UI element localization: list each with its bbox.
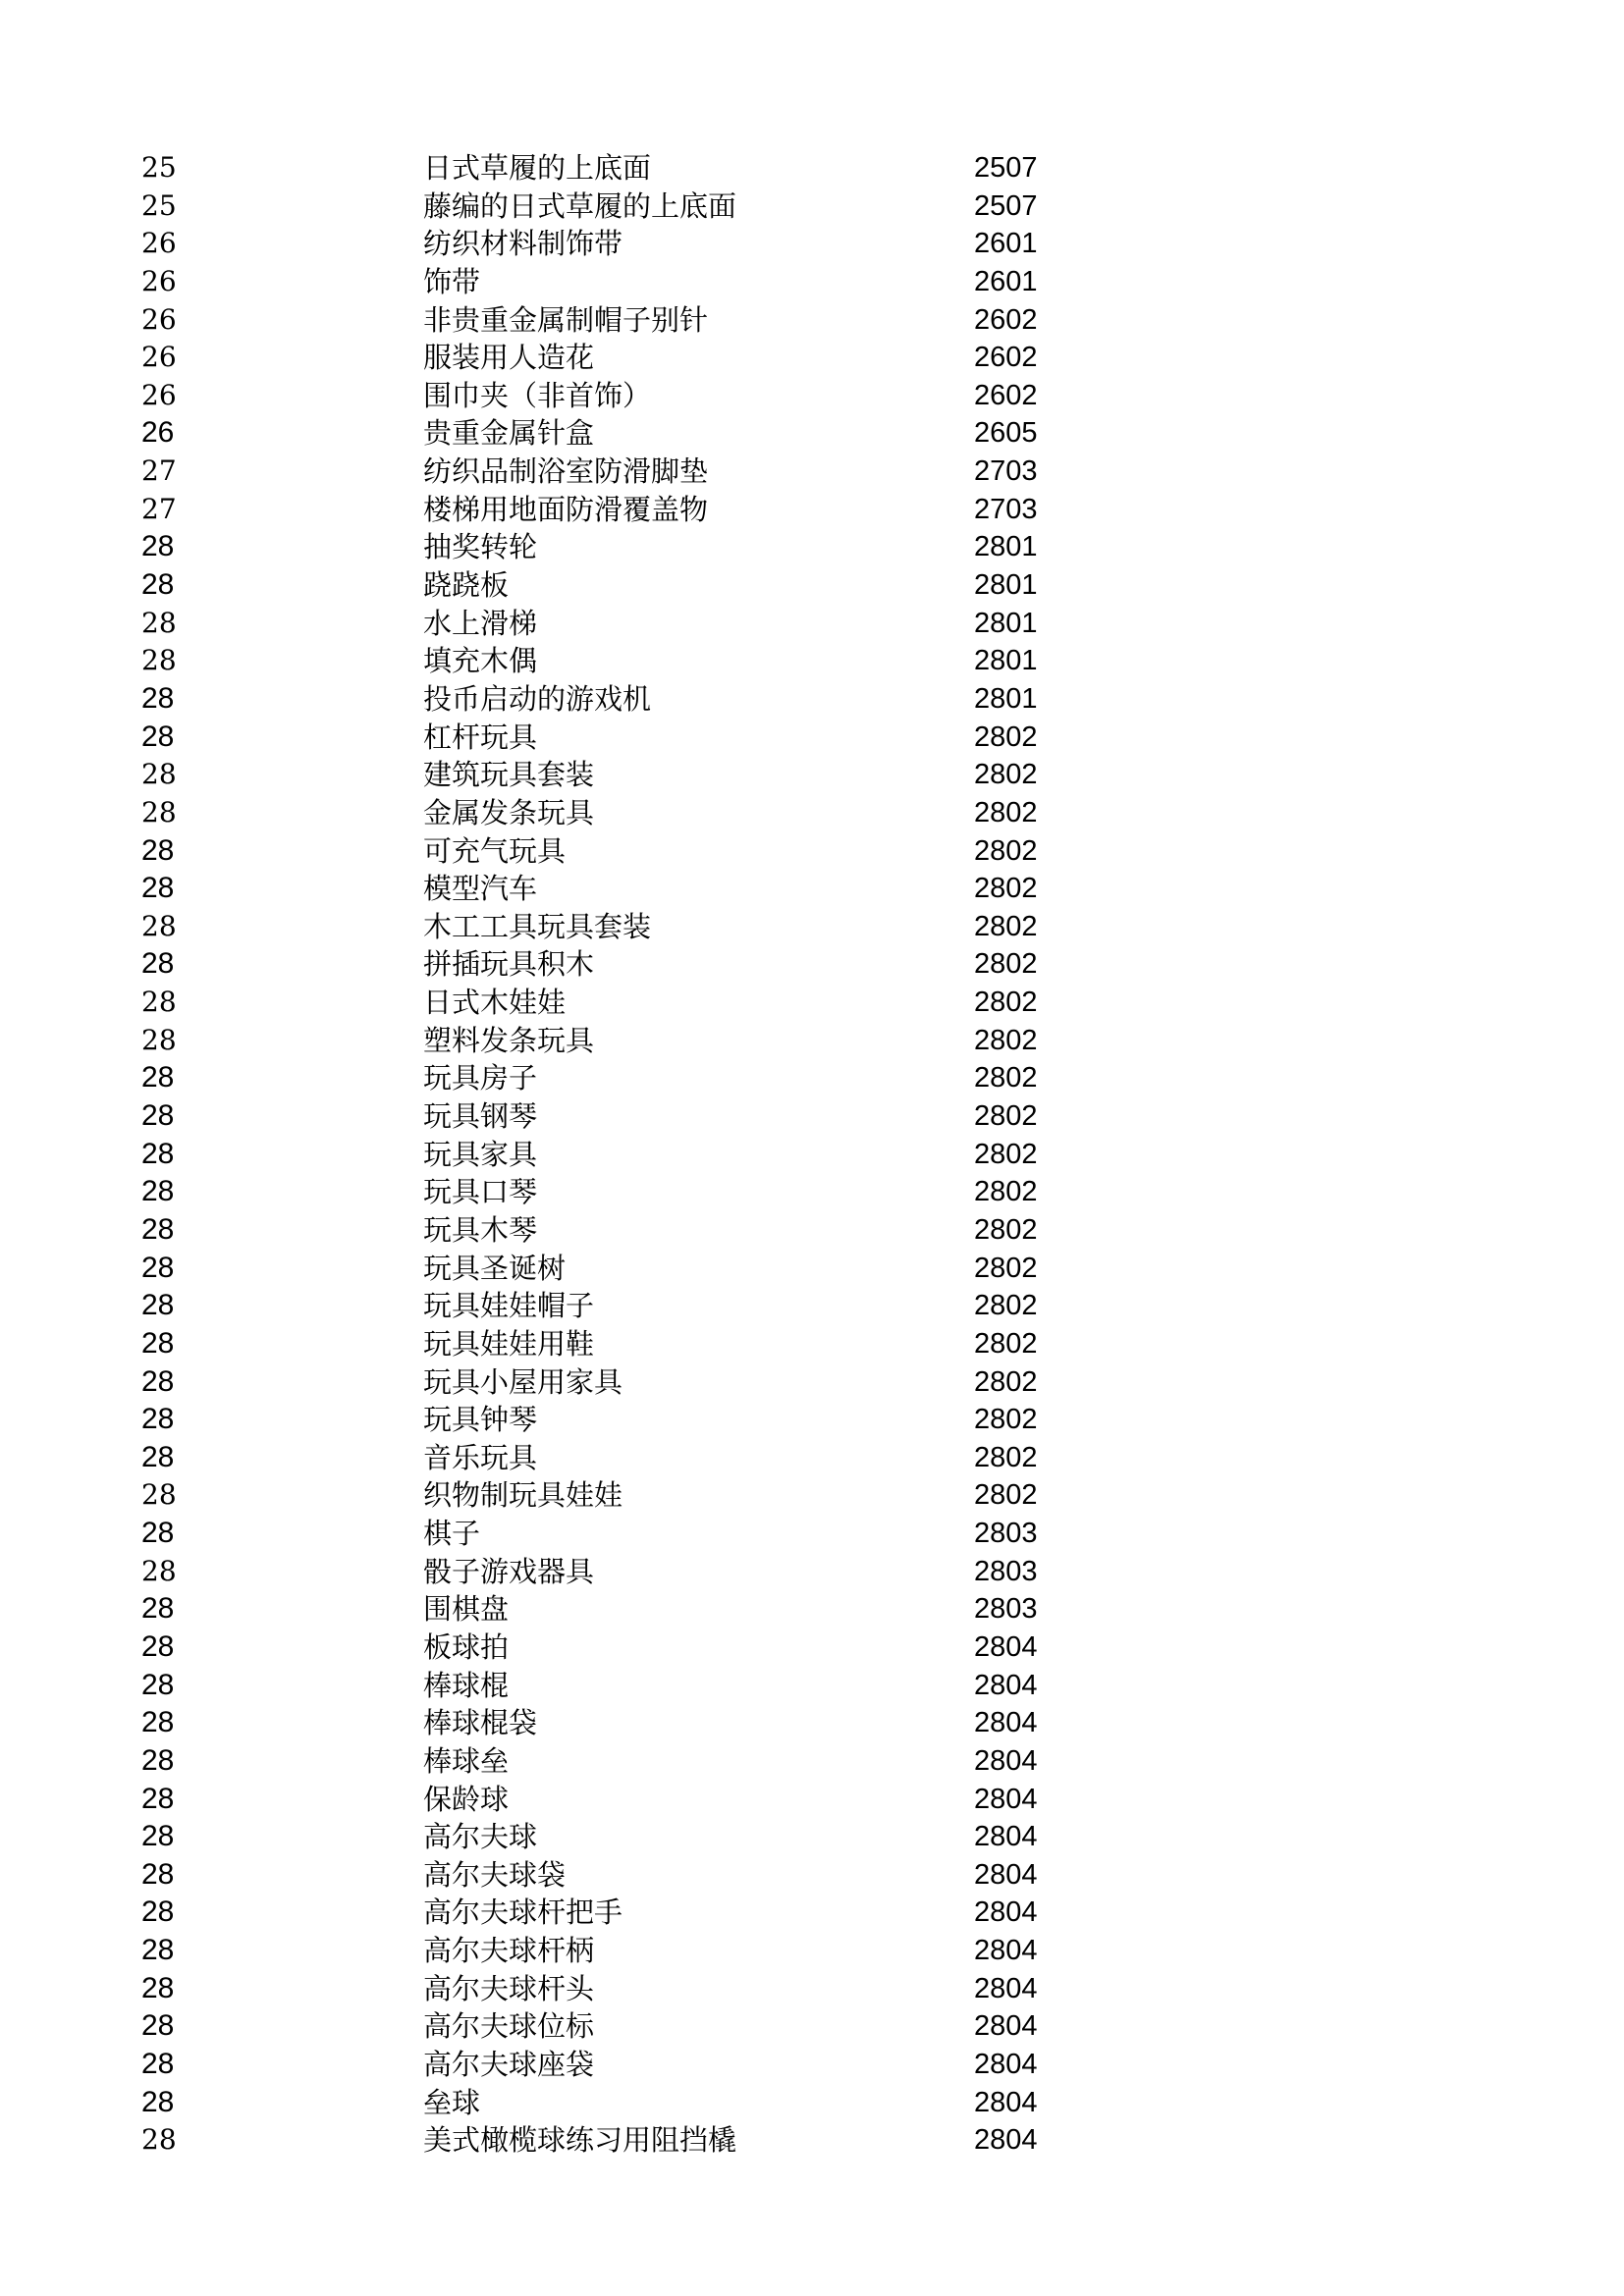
group-code: 2802 [974, 834, 1038, 867]
group-code: 2804 [974, 1669, 1038, 1701]
goods-name: 楼梯用地面防滑覆盖物 [423, 492, 709, 526]
table-row [0, 1401, 1624, 1439]
table-row [0, 1059, 1624, 1097]
goods-name: 板球拍 [423, 1629, 510, 1664]
class-number: 28 [141, 1326, 175, 1360]
table-row [0, 1287, 1624, 1325]
table-row [0, 1476, 1624, 1515]
goods-name: 围棋盘 [423, 1592, 510, 1627]
table-row [0, 2084, 1624, 2122]
group-code: 2802 [974, 1138, 1038, 1170]
table-row [0, 794, 1624, 832]
class-number: 26 [141, 302, 177, 336]
goods-name: 纺织品制浴室防滑脚垫 [423, 454, 709, 489]
class-number: 28 [141, 947, 175, 981]
class-number: 28 [141, 1478, 177, 1512]
goods-name: 玩具家具 [423, 1137, 538, 1171]
goods-name: 投币启动的游戏机 [423, 681, 652, 716]
table-row [0, 528, 1624, 566]
group-code: 2802 [974, 1441, 1038, 1473]
class-number: 28 [141, 1061, 175, 1095]
table-row [0, 1211, 1624, 1250]
group-code: 2802 [974, 1365, 1038, 1398]
goods-name: 玩具小屋用家具 [423, 1364, 623, 1399]
table-row [0, 1136, 1624, 1174]
goods-name: 玩具娃娃帽子 [423, 1289, 595, 1323]
group-code: 2802 [974, 1176, 1038, 1208]
class-number: 28 [141, 681, 175, 715]
group-code: 2804 [974, 1896, 1038, 1929]
table-row [0, 1894, 1624, 1932]
goods-name: 高尔夫球杆把手 [423, 1896, 623, 1930]
goods-name: 玩具钟琴 [423, 1403, 538, 1437]
group-code: 2804 [974, 1744, 1038, 1777]
group-code: 2802 [974, 1290, 1038, 1322]
table-row [0, 1439, 1624, 1477]
class-number: 27 [141, 492, 177, 525]
goods-name: 高尔夫球杆柄 [423, 1934, 595, 1968]
table-row [0, 908, 1624, 946]
class-number: 26 [141, 227, 177, 260]
class-number: 28 [141, 1137, 175, 1170]
class-number: 28 [141, 1668, 175, 1701]
class-number: 28 [141, 1440, 175, 1473]
class-number: 28 [141, 909, 177, 942]
goods-name: 美式橄榄球练习用阻挡橇 [423, 2123, 737, 2158]
goods-name: 金属发条玩具 [423, 795, 595, 829]
class-number: 28 [141, 986, 177, 1019]
group-code: 2803 [974, 1555, 1038, 1587]
class-number: 28 [141, 795, 177, 828]
group-code: 2804 [974, 1707, 1038, 1739]
group-code: 2804 [974, 2124, 1038, 2157]
class-number: 26 [141, 264, 177, 297]
group-code: 2804 [974, 1858, 1038, 1891]
class-number: 28 [141, 1364, 175, 1398]
table-row [0, 491, 1624, 529]
table-row [0, 1097, 1624, 1136]
group-code: 2602 [974, 379, 1038, 411]
goods-name: 贵重金属针盒 [423, 416, 595, 451]
class-number: 26 [141, 341, 177, 374]
group-code: 2803 [974, 1593, 1038, 1626]
group-code: 2703 [974, 493, 1038, 525]
table-row [0, 1932, 1624, 1970]
goods-name: 骰子游戏器具 [423, 1554, 595, 1588]
goods-name: 服装用人造花 [423, 341, 595, 375]
goods-name: 保龄球 [423, 1782, 510, 1816]
class-number: 28 [141, 2123, 177, 2157]
group-code: 2601 [974, 228, 1038, 260]
class-number: 28 [141, 872, 175, 905]
group-code: 2804 [974, 2086, 1038, 2118]
class-number: 28 [141, 758, 177, 791]
table-row [0, 2121, 1624, 2160]
table-row [0, 605, 1624, 643]
table-row [0, 301, 1624, 340]
goods-name: 玩具娃娃用鞋 [423, 1326, 595, 1361]
table-row [0, 1363, 1624, 1402]
group-code: 2801 [974, 645, 1038, 677]
table-row [0, 453, 1624, 491]
goods-name: 高尔夫球 [423, 1820, 538, 1854]
table-row [0, 1515, 1624, 1553]
group-code: 2602 [974, 303, 1038, 336]
table-row [0, 945, 1624, 984]
class-number: 28 [141, 1251, 175, 1284]
table-row [0, 1590, 1624, 1629]
class-number: 28 [141, 644, 177, 677]
table-row [0, 1629, 1624, 1667]
goods-name: 棒球棍 [423, 1668, 510, 1702]
goods-name: 杠杆玩具 [423, 720, 538, 754]
class-number: 28 [141, 606, 177, 639]
class-number: 25 [141, 151, 177, 184]
group-code: 2802 [974, 1213, 1038, 1246]
table-row [0, 2046, 1624, 2084]
table-row [0, 2007, 1624, 2046]
class-number: 28 [141, 1212, 175, 1246]
group-code: 2804 [974, 1630, 1038, 1663]
table-row [0, 339, 1624, 377]
class-number: 28 [141, 1971, 175, 2004]
group-code: 2804 [974, 1972, 1038, 2004]
group-code: 2802 [974, 796, 1038, 828]
class-number: 28 [141, 530, 175, 563]
goods-name: 非贵重金属制帽子别针 [423, 302, 709, 337]
class-number: 28 [141, 1743, 175, 1777]
group-code: 2802 [974, 1479, 1038, 1512]
goods-name: 玩具房子 [423, 1061, 538, 1095]
goods-name: 填充木偶 [423, 644, 538, 678]
table-row [0, 1173, 1624, 1211]
goods-name: 日式木娃娃 [423, 986, 567, 1020]
group-code: 2802 [974, 759, 1038, 791]
table-row [0, 1250, 1624, 1288]
table-row [0, 377, 1624, 415]
group-code: 2802 [974, 1404, 1038, 1436]
class-number: 28 [141, 1629, 175, 1663]
goods-name: 垒球 [423, 2085, 481, 2119]
class-number: 28 [141, 1820, 175, 1853]
table-row [0, 187, 1624, 226]
group-code: 2804 [974, 1783, 1038, 1815]
goods-name: 高尔夫球位标 [423, 2009, 595, 2044]
goods-name: 拼插玩具积木 [423, 947, 595, 982]
class-number: 28 [141, 1289, 175, 1322]
table-row [0, 1553, 1624, 1591]
table-row [0, 1781, 1624, 1819]
group-code: 2703 [974, 455, 1038, 488]
group-code: 2802 [974, 1252, 1038, 1284]
class-number: 26 [141, 416, 175, 450]
group-code: 2802 [974, 1024, 1038, 1056]
goods-name: 水上滑梯 [423, 606, 538, 640]
goods-name: 木工工具玩具套装 [423, 909, 652, 943]
goods-name: 跷跷板 [423, 568, 510, 603]
goods-name: 高尔夫球袋 [423, 1857, 567, 1892]
table-row [0, 225, 1624, 263]
table-row [0, 680, 1624, 719]
group-code: 2601 [974, 265, 1038, 297]
goods-name: 高尔夫球座袋 [423, 2048, 595, 2082]
table-row [0, 263, 1624, 301]
goods-name: 玩具口琴 [423, 1175, 538, 1209]
goods-name: 抽奖转轮 [423, 530, 538, 564]
table-row [0, 1818, 1624, 1856]
table-row [0, 1742, 1624, 1781]
group-code: 2804 [974, 1821, 1038, 1853]
group-code: 2802 [974, 1062, 1038, 1095]
group-code: 2801 [974, 569, 1038, 602]
class-number: 28 [141, 1023, 177, 1056]
goods-table [0, 149, 1624, 2160]
class-number: 27 [141, 454, 177, 488]
table-row [0, 832, 1624, 871]
class-number: 28 [141, 568, 175, 602]
class-number: 28 [141, 1517, 175, 1550]
table-row [0, 1856, 1624, 1895]
goods-name: 饰带 [423, 264, 481, 298]
class-number: 28 [141, 1934, 175, 1967]
class-number: 28 [141, 1554, 177, 1587]
table-row [0, 1325, 1624, 1363]
group-code: 2802 [974, 873, 1038, 905]
table-row [0, 414, 1624, 453]
goods-name: 玩具木琴 [423, 1212, 538, 1247]
group-code: 2507 [974, 152, 1038, 184]
goods-name: 模型汽车 [423, 872, 538, 906]
class-number: 28 [141, 1857, 175, 1891]
goods-name: 音乐玩具 [423, 1440, 538, 1474]
group-code: 2802 [974, 910, 1038, 942]
group-code: 2602 [974, 342, 1038, 374]
group-code: 2801 [974, 607, 1038, 639]
table-row [0, 870, 1624, 908]
class-number: 28 [141, 2048, 175, 2081]
goods-name: 玩具圣诞树 [423, 1251, 567, 1285]
group-code: 2802 [974, 948, 1038, 981]
group-code: 2802 [974, 721, 1038, 753]
goods-name: 日式草履的上底面 [423, 151, 652, 185]
goods-name: 建筑玩具套装 [423, 758, 595, 792]
class-number: 26 [141, 378, 177, 411]
table-row [0, 719, 1624, 757]
group-code: 2804 [974, 2049, 1038, 2081]
goods-name: 棒球垒 [423, 1743, 510, 1778]
goods-name: 高尔夫球杆头 [423, 1971, 595, 2005]
table-row [0, 1970, 1624, 2008]
goods-name: 棒球棍袋 [423, 1706, 538, 1740]
group-code: 2801 [974, 682, 1038, 715]
table-row [0, 1667, 1624, 1705]
goods-name: 藤编的日式草履的上底面 [423, 188, 737, 223]
group-code: 2801 [974, 531, 1038, 563]
group-code: 2802 [974, 1327, 1038, 1360]
table-row [0, 984, 1624, 1022]
group-code: 2605 [974, 417, 1038, 450]
goods-name: 围巾夹（非首饰） [423, 378, 652, 412]
class-number: 28 [141, 1782, 175, 1815]
class-number: 28 [141, 1175, 175, 1208]
group-code: 2803 [974, 1518, 1038, 1550]
class-number: 25 [141, 188, 177, 222]
goods-name: 纺织材料制饰带 [423, 227, 623, 261]
goods-name: 塑料发条玩具 [423, 1023, 595, 1057]
group-code: 2802 [974, 1100, 1038, 1133]
group-code: 2802 [974, 987, 1038, 1019]
goods-name: 织物制玩具娃娃 [423, 1478, 623, 1513]
class-number: 28 [141, 2009, 175, 2043]
class-number: 28 [141, 1403, 175, 1436]
class-number: 28 [141, 1706, 175, 1739]
group-code: 2804 [974, 1935, 1038, 1967]
group-code: 2507 [974, 189, 1038, 222]
goods-name: 棋子 [423, 1517, 481, 1551]
class-number: 28 [141, 720, 175, 753]
class-number: 28 [141, 1099, 175, 1133]
group-code: 2804 [974, 2010, 1038, 2043]
class-number: 28 [141, 833, 175, 867]
goods-name: 玩具钢琴 [423, 1099, 538, 1134]
table-row [0, 756, 1624, 794]
table-row [0, 149, 1624, 187]
table-row [0, 566, 1624, 605]
class-number: 28 [141, 1896, 175, 1929]
table-row [0, 1704, 1624, 1742]
table-row [0, 642, 1624, 680]
class-number: 28 [141, 2085, 175, 2118]
goods-name: 可充气玩具 [423, 833, 567, 868]
class-number: 28 [141, 1592, 175, 1626]
table-row [0, 1022, 1624, 1060]
